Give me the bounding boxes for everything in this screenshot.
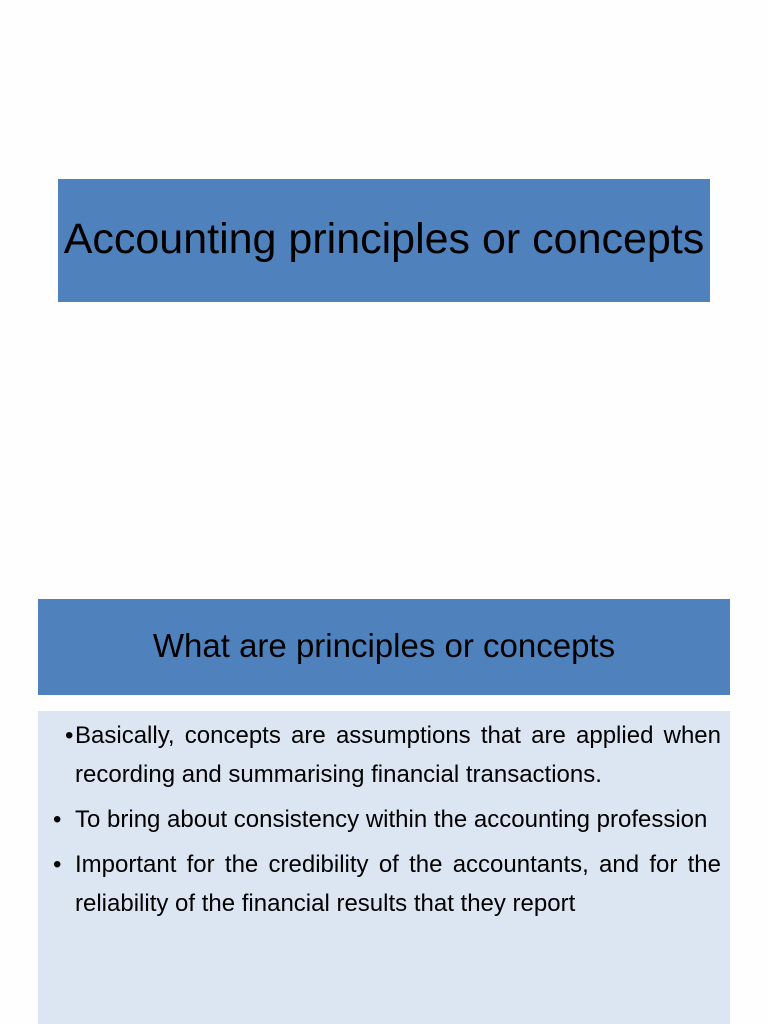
section-heading-box (38, 599, 730, 695)
bullet-marker: • (53, 851, 62, 878)
bullet-item (53, 845, 721, 923)
slide-title-box (58, 179, 710, 302)
bullet-marker: • (65, 722, 74, 749)
slide-title: Accounting principles or concepts (63, 215, 705, 263)
bullet-item (53, 800, 721, 839)
bullet-item (65, 716, 721, 794)
bullet-text: Basically, concepts are assumptions that are applied when recording and summarising financial transactions. (75, 722, 721, 788)
content-panel (38, 711, 730, 1024)
bullet-marker: • (53, 806, 62, 833)
section-heading: What are principles or concepts (152, 626, 616, 664)
bullet-text: To bring about consistency within the accounting profession (75, 806, 708, 833)
bullet-text: Important for the credibility of the accountants, and for the reliability of the financial results that they report (75, 851, 721, 917)
bullet-list (38, 716, 730, 923)
